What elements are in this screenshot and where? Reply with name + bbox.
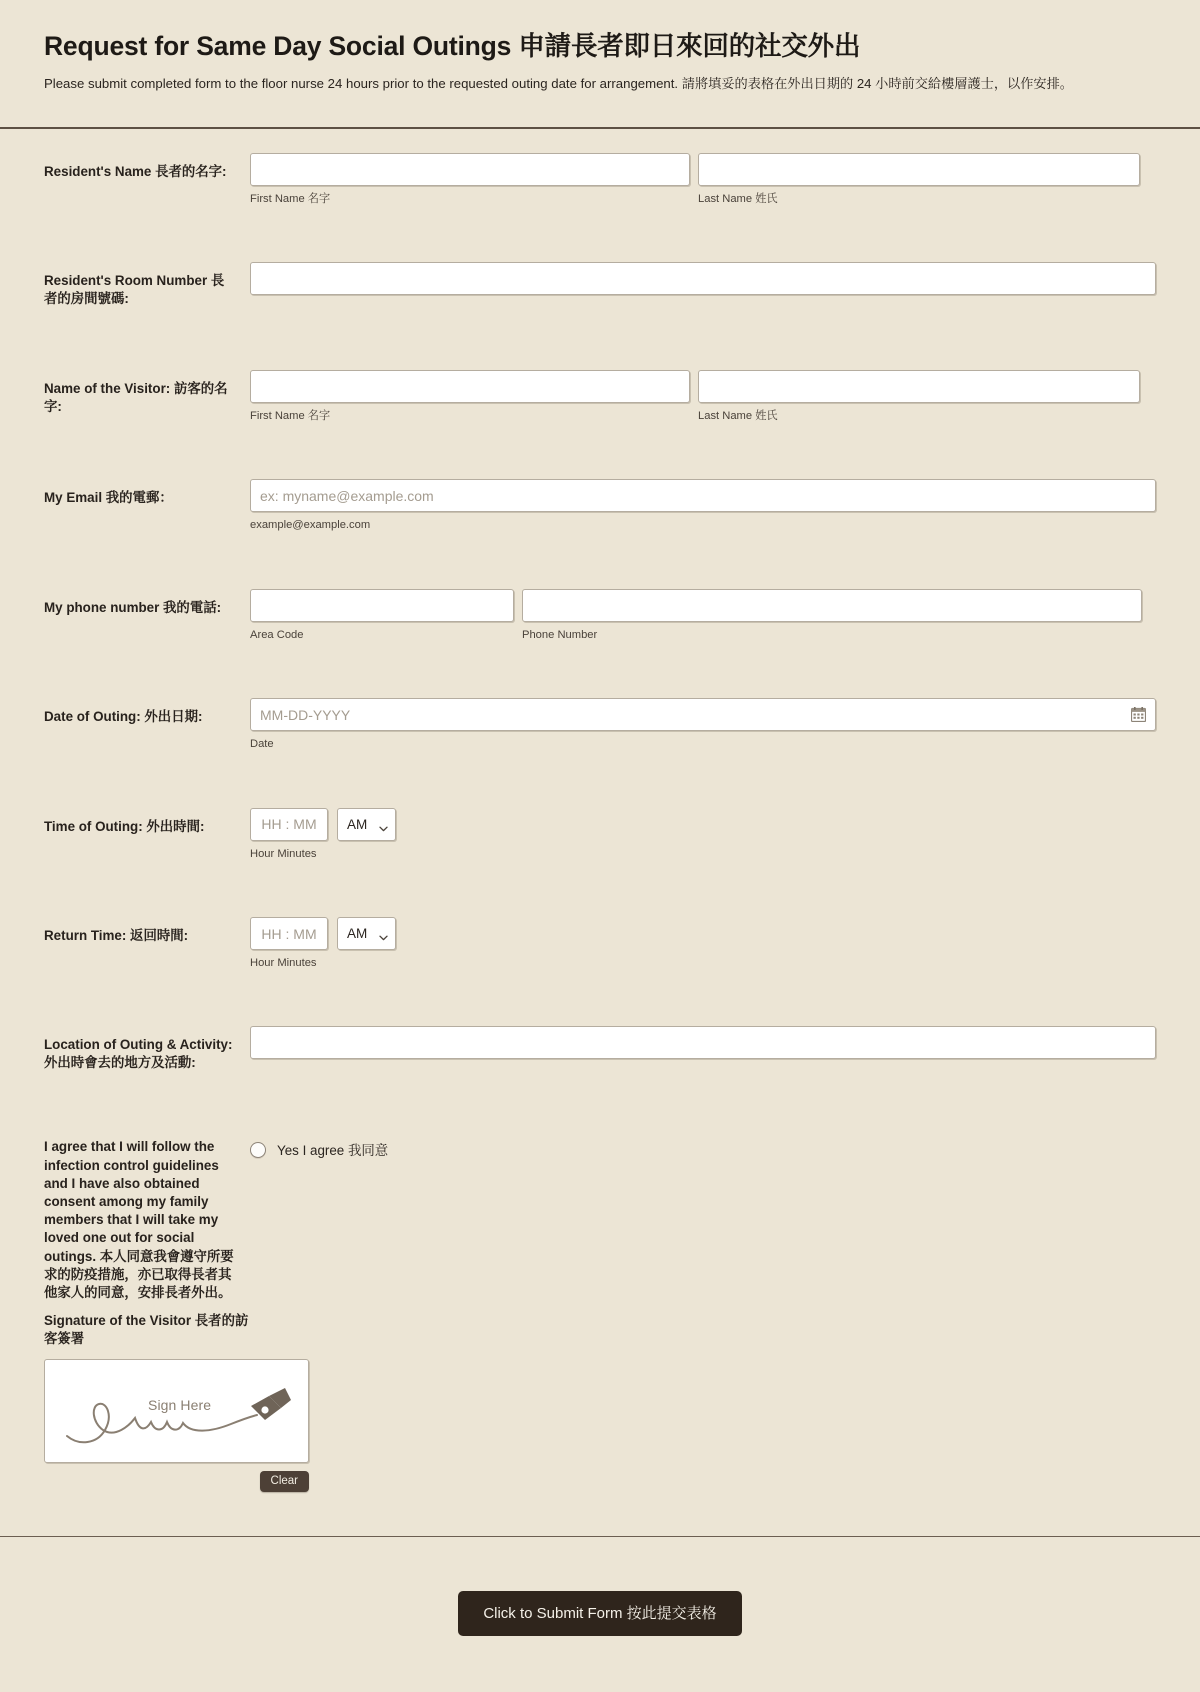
field-control-visitor-name <box>250 370 1156 423</box>
field-label-date-of-outing: Date of Outing: 外出日期: <box>44 709 203 725</box>
hint-area-code: Area Code <box>250 628 304 641</box>
field-label-signature: Signature of the Visitor 長者的訪客簽署 <box>44 1313 249 1347</box>
field-phone <box>44 589 1156 642</box>
field-label-room-number: Resident's Room Number 長者的房間號碼: <box>44 272 225 306</box>
time-of-outing-meridiem-value: AM <box>347 816 368 832</box>
time-of-outing-input[interactable] <box>250 808 328 841</box>
form-header <box>0 0 1200 113</box>
agreement-text: I agree that I will follow the infection control guidelines and I have also obtained consent among my family members that I will take my loved one out for social outings. 本人同意我會遵守所要求的防疫措施，亦已取得長者其他家人的同意，安排長者外出。 <box>44 1139 234 1301</box>
chevron-down-icon <box>379 929 388 935</box>
field-label-visitor-name: Name of the Visitor: 訪客的名字: <box>44 380 228 414</box>
field-label-resident-name: Resident's Name 長者的名字: <box>44 163 227 179</box>
signature-placeholder-text: Sign Here <box>148 1397 212 1414</box>
resident-first-name-input[interactable] <box>250 153 690 186</box>
field-control-return-time <box>250 917 1156 970</box>
field-room-number <box>44 262 1156 308</box>
field-time-of-outing <box>44 808 1156 861</box>
field-email <box>44 479 1156 532</box>
chevron-down-icon <box>379 820 388 826</box>
spacer <box>44 533 1156 589</box>
spacer <box>44 752 1156 808</box>
hint-date-of-outing: Date <box>250 738 274 751</box>
field-date-of-outing <box>44 698 1156 751</box>
visitor-last-name-input[interactable] <box>698 370 1140 403</box>
location-input[interactable] <box>250 1026 1156 1059</box>
date-of-outing-input[interactable] <box>250 698 1156 731</box>
spacer <box>44 206 1156 262</box>
field-control-resident-name <box>250 153 1156 206</box>
field-control-time-of-outing <box>250 808 1156 861</box>
field-label-time-of-outing: Time of Outing: 外出時間: <box>44 818 205 834</box>
field-control-location <box>250 1026 1156 1059</box>
field-visitor-name <box>44 370 1156 423</box>
field-label-return-time: Return Time: 返回時間: <box>44 928 189 944</box>
field-control-agreement <box>250 1134 1156 1159</box>
return-time-meridiem-select[interactable] <box>337 917 396 950</box>
hint-return-time: Hour Minutes <box>250 957 317 970</box>
field-resident-name <box>44 153 1156 206</box>
submit-area <box>0 1537 1200 1692</box>
hint-resident-first-name: First Name 名字 <box>250 192 331 205</box>
visitor-first-name-input[interactable] <box>250 370 690 403</box>
page-title: Request for Same Day Social Outings 申請長者即日來回的社交外出 <box>44 31 861 61</box>
field-control-email <box>250 479 1156 532</box>
form-instructions: Please submit completed form to the floor nurse 24 hours prior to the requested outing date for arrangement. 請將填妥的表格在外出日期的 24 小時前交給樓層護士，以作安排。 <box>44 76 1073 92</box>
field-signature <box>0 1312 1200 1492</box>
room-number-input[interactable] <box>250 262 1156 295</box>
phone-number-input[interactable] <box>522 589 1142 622</box>
spacer <box>44 970 1156 1026</box>
radio-icon[interactable] <box>250 1142 266 1158</box>
spacer <box>44 861 1156 917</box>
spacer <box>44 308 1156 370</box>
submit-form-button[interactable]: Click to Submit Form 按此提交表格 <box>458 1591 741 1636</box>
field-control-date-of-outing <box>250 698 1156 751</box>
hint-email: example@example.com <box>250 519 371 532</box>
time-of-outing-meridiem-select[interactable] <box>337 808 396 841</box>
field-location <box>44 1026 1156 1072</box>
hint-resident-last-name: Last Name 姓氏 <box>698 192 778 205</box>
hint-visitor-first-name: First Name 名字 <box>250 409 331 422</box>
signature-pad[interactable] <box>44 1359 309 1463</box>
hint-phone-number: Phone Number <box>522 628 598 641</box>
field-label-email: My Email 我的電郵： <box>44 490 173 506</box>
field-label-agreement <box>44 1134 250 1302</box>
return-time-meridiem-value: AM <box>347 926 368 942</box>
spacer <box>44 423 1156 479</box>
field-control-phone <box>250 589 1156 642</box>
spacer <box>44 1072 1156 1134</box>
field-agreement <box>44 1134 1156 1302</box>
signature-clear-row <box>44 1471 309 1492</box>
return-time-input[interactable] <box>250 917 328 950</box>
field-control-room-number <box>250 262 1156 295</box>
agreement-radio-option[interactable] <box>250 1134 1156 1159</box>
field-label-phone: My phone number 我的電話: <box>44 599 222 615</box>
clear-signature-button[interactable]: Clear <box>260 1471 309 1492</box>
hint-time-of-outing: Hour Minutes <box>250 847 317 860</box>
phone-area-code-input[interactable] <box>250 589 514 622</box>
agreement-option-label: Yes I agree 我同意 <box>277 1143 389 1159</box>
field-return-time <box>44 917 1156 970</box>
hint-visitor-last-name: Last Name 姓氏 <box>698 409 778 422</box>
email-input[interactable] <box>250 479 1156 512</box>
field-label-location: Location of Outing & Activity: 外出時會去的地方及活動: <box>44 1037 233 1071</box>
form-body <box>0 129 1200 1303</box>
spacer <box>44 642 1156 698</box>
resident-last-name-input[interactable] <box>698 153 1140 186</box>
